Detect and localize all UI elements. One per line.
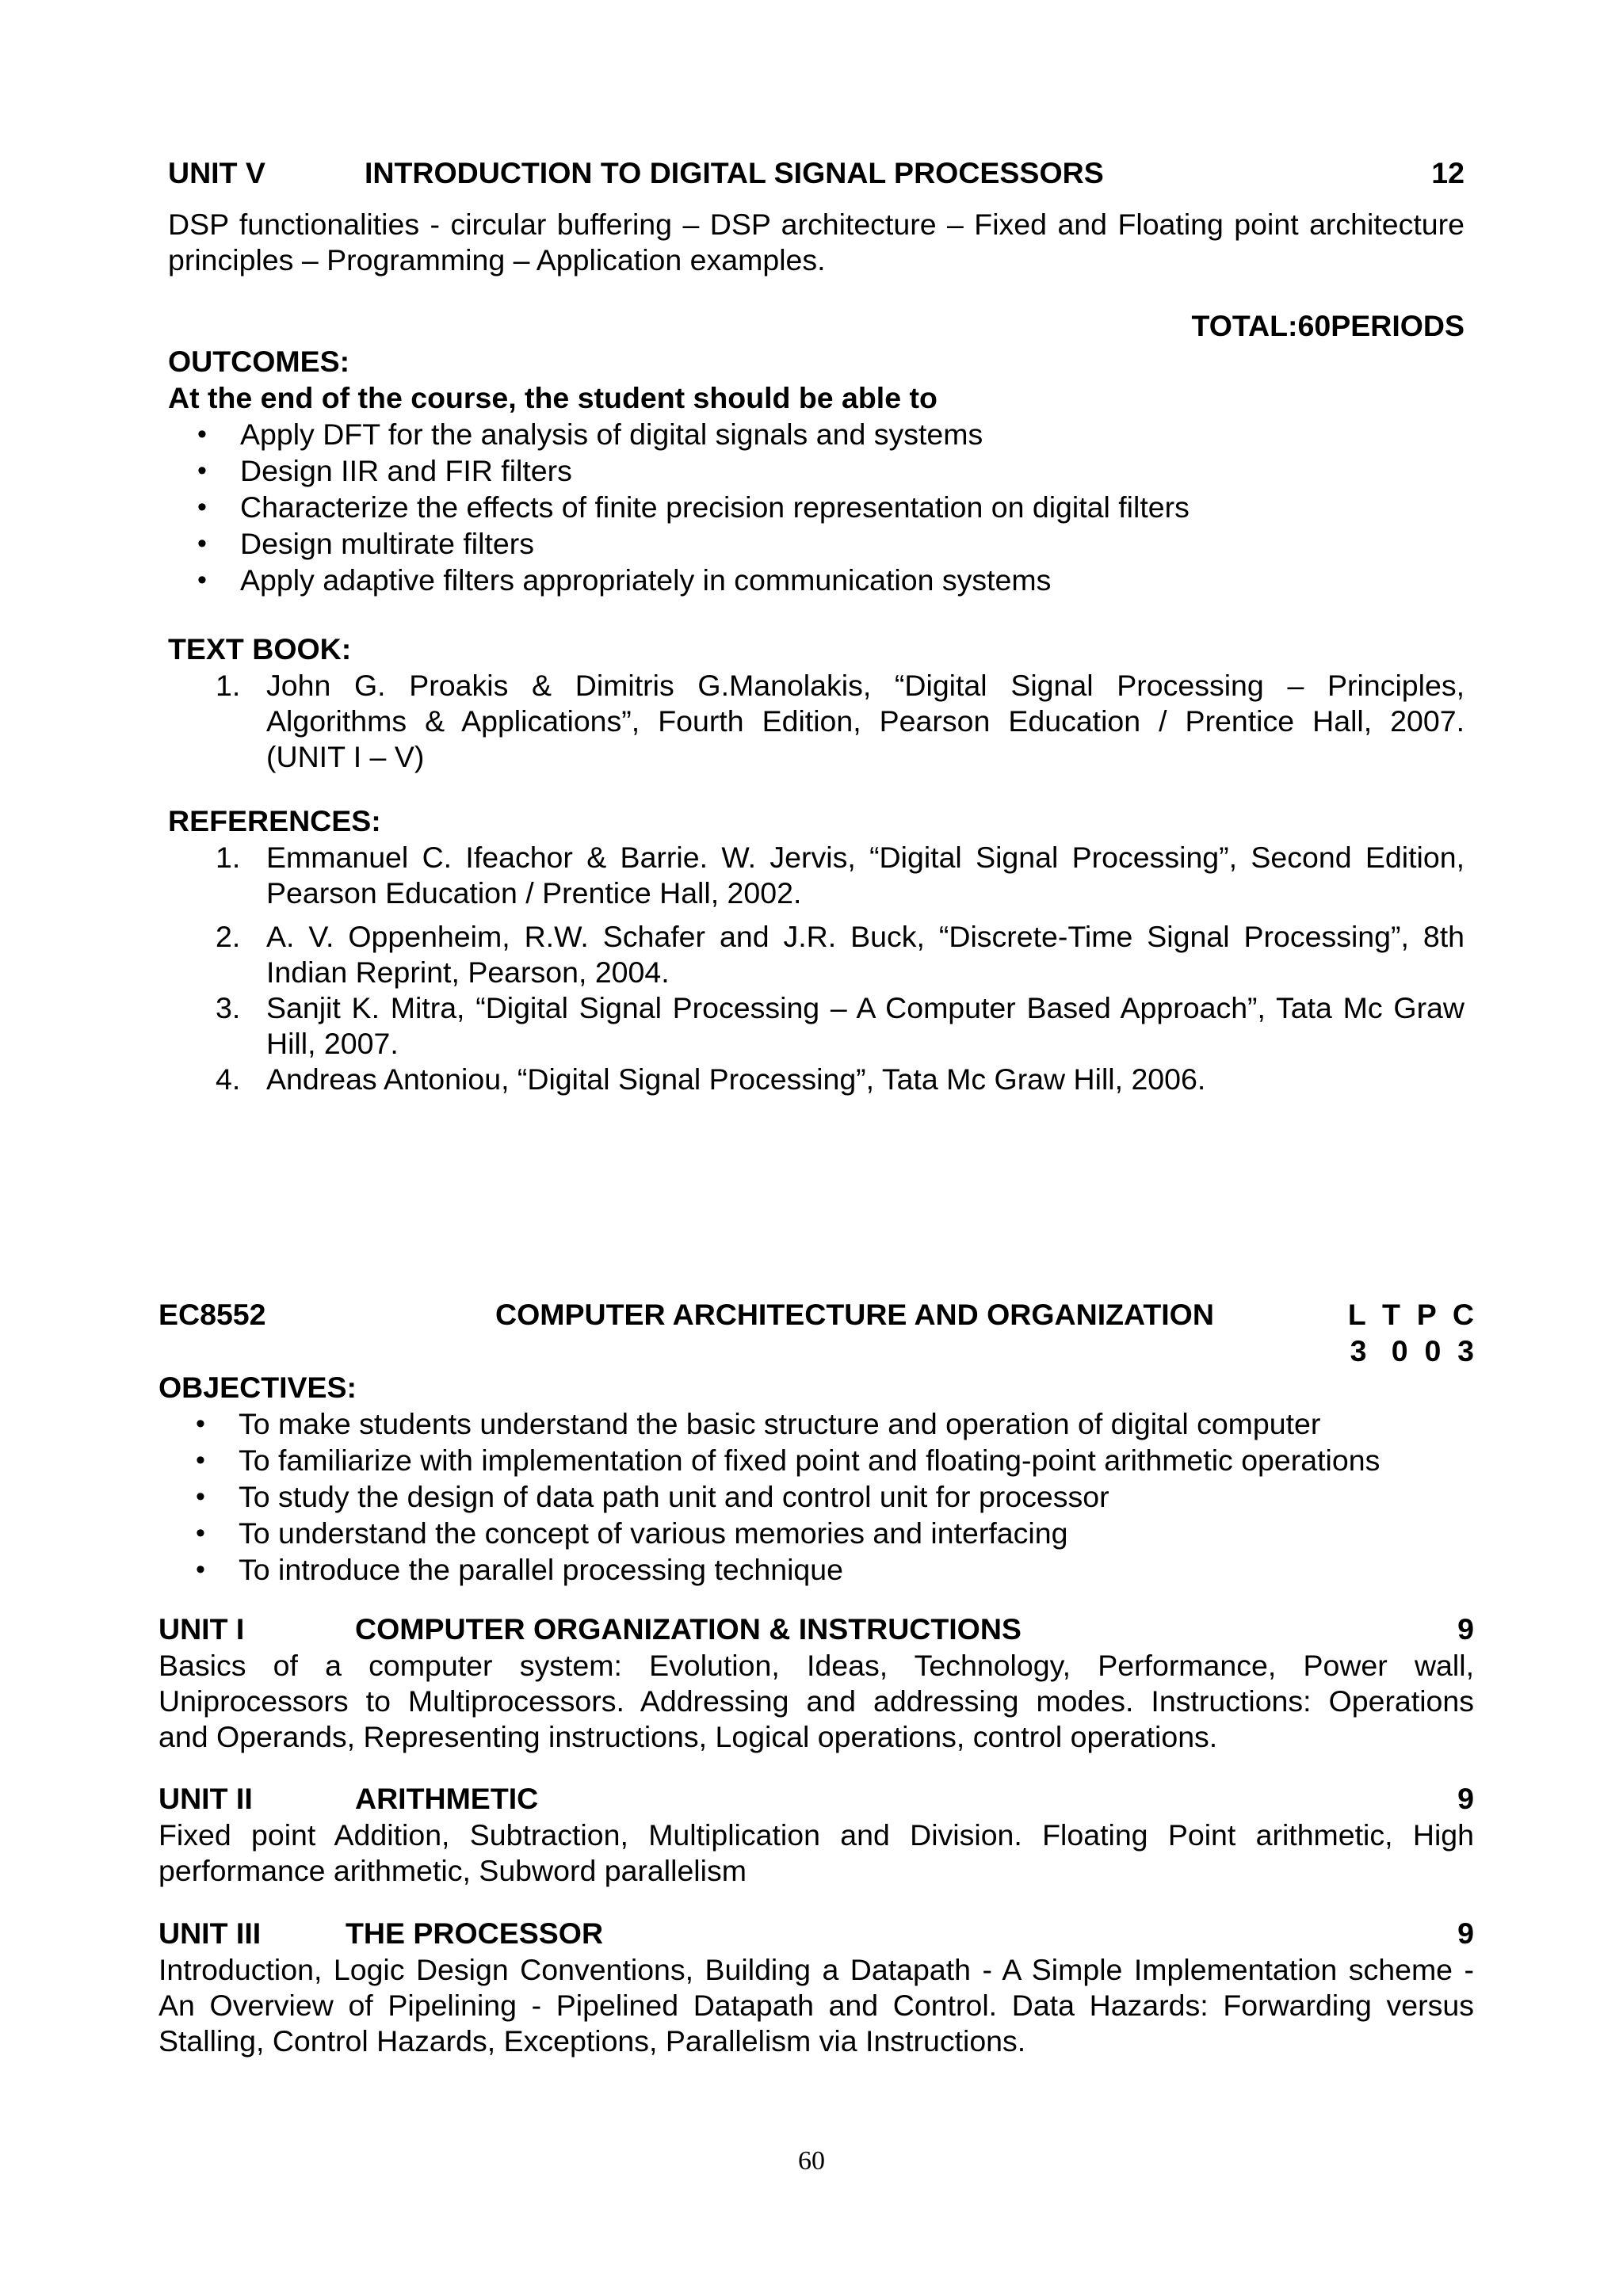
outcomes-heading: OUTCOMES: <box>168 345 350 378</box>
course-title: COMPUTER ARCHITECTURE AND ORGANIZATION <box>495 1298 1214 1331</box>
text-line: Pearson Education / Prentice Hall, 2002. <box>266 876 802 910</box>
item-number: 1. <box>216 841 241 874</box>
unit-label: UNIT I <box>158 1612 245 1646</box>
text-line: Introduction, Logic Design Conventions, Building a Datapath - A Simple Implementation scheme - <box>158 1953 1474 1986</box>
list-item: • Apply DFT for the analysis of digital signals and systems <box>168 417 1465 453</box>
list-item: • Characterize the effects of finite precision representation on digital filters <box>168 490 1465 526</box>
text-line: Hill, 2007. <box>266 1027 399 1060</box>
text-line: Indian Reprint, Pearson, 2004. <box>266 955 670 989</box>
list-item <box>168 668 1465 775</box>
text-line: Emmanuel C. Ifeachor & Barrie. W. Jervis, “Digital Signal Processing”, Second Edition, <box>266 841 1465 874</box>
text-line: Sanjit K. Mitra, “Digital Signal Processing – A Computer Based Approach”, Tata Mc Graw <box>266 991 1465 1024</box>
page-number: 60 <box>798 2146 825 2176</box>
unit-title: THE PROCESSOR <box>346 1917 604 1950</box>
unit-title: COMPUTER ORGANIZATION & INSTRUCTIONS <box>355 1612 1022 1646</box>
item-number: 1. <box>216 669 241 702</box>
unit-iii-header <box>158 1916 1474 1952</box>
unit-label: UNIT II <box>158 1782 253 1815</box>
text-line: A. V. Oppenheim, R.W. Schafer and J.R. Buck, “Discrete-Time Signal Processing”, 8th <box>266 920 1465 953</box>
references-list <box>168 840 1465 1097</box>
item-number: 2. <box>216 920 241 953</box>
list-item: • Design multirate filters <box>168 526 1465 563</box>
ltpc-labels: L T P C <box>1347 1298 1474 1331</box>
outcomes-list <box>168 417 1465 599</box>
text-line: An Overview of Pipelining - Pipelined Datapath and Control. Data Hazards: Forwarding versus <box>158 1989 1474 2022</box>
text-line: Fixed point Addition, Subtraction, Multiplication and Division. Floating Point arithmetic, High <box>158 1818 1474 1852</box>
item-number: 3. <box>216 991 241 1024</box>
total-periods: TOTAL:60PERIODS <box>1191 309 1465 342</box>
objectives-heading: OBJECTIVES: <box>158 1371 357 1404</box>
list-item: • To understand the concept of various memories and interfacing <box>166 1516 1474 1552</box>
unit-ii-header <box>158 1781 1474 1817</box>
unit-label: UNIT V <box>168 156 265 189</box>
ltpc-values: 3 0 0 3 <box>1350 1334 1474 1367</box>
unit-hours: 9 <box>1457 1612 1474 1646</box>
list-item: • To familiarize with implementation of fixed point and floating-point arithmetic operations <box>166 1443 1474 1479</box>
text-book-heading: TEXT BOOK: <box>168 632 352 666</box>
text-line: John G. Proakis & Dimitris G.Manolakis, “Digital Signal Processing – Principles, <box>266 669 1465 702</box>
unit-v-header <box>168 155 1465 192</box>
course-header <box>158 1297 1474 1370</box>
unit-title: ARITHMETIC <box>355 1782 539 1815</box>
list-item <box>168 990 1465 1062</box>
list-item: • Design IIR and FIR filters <box>168 453 1465 490</box>
outcomes-intro: At the end of the course, the student should be able to <box>168 381 938 414</box>
unit-hours: 9 <box>1457 1917 1474 1950</box>
unit-iii-description <box>158 1952 1474 2059</box>
unit-v-description <box>168 207 1465 278</box>
list-item <box>168 840 1465 911</box>
unit-i-description <box>158 1648 1474 1755</box>
item-number: 4. <box>216 1062 241 1096</box>
text-line: performance arithmetic, Subword parallelism <box>158 1854 747 1887</box>
text-line: DSP functionalities - circular buffering – DSP architecture – Fixed and Floating point architecture <box>168 208 1465 241</box>
references-heading: REFERENCES: <box>168 804 381 837</box>
list-item: • Apply adaptive filters appropriately in communication systems <box>168 563 1465 599</box>
text-line: Andreas Antoniou, “Digital Signal Processing”, Tata Mc Graw Hill, 2006. <box>266 1062 1206 1096</box>
list-item <box>168 919 1465 990</box>
unit-hours: 12 <box>1431 156 1465 189</box>
list-item: • To make students understand the basic structure and operation of digital computer <box>166 1406 1474 1443</box>
list-item: • To introduce the parallel processing technique <box>166 1552 1474 1589</box>
course-code: EC8552 <box>158 1298 266 1331</box>
text-line: principles – Programming – Application examples. <box>168 243 826 277</box>
unit-title: INTRODUCTION TO DIGITAL SIGNAL PROCESSORS <box>365 156 1104 189</box>
text-line: Stalling, Control Hazards, Exceptions, Parallelism via Instructions. <box>158 2024 1026 2058</box>
objectives-list <box>166 1406 1474 1589</box>
text-line: (UNIT I – V) <box>266 740 425 773</box>
unit-ii-description <box>158 1817 1474 1889</box>
text-line: Basics of a computer system: Evolution, Ideas, Technology, Performance, Power wall, <box>158 1649 1474 1682</box>
text-book-list <box>168 668 1465 775</box>
text-line: Uniprocessors to Multiprocessors. Addressing and addressing modes. Instructions: Operations <box>158 1684 1474 1718</box>
unit-label: UNIT III <box>158 1917 262 1950</box>
text-line: Algorithms & Applications”, Fourth Edition, Pearson Education / Prentice Hall, 2007. <box>266 704 1465 738</box>
text-line: and Operands, Representing instructions, Logical operations, control operations. <box>158 1720 1218 1753</box>
unit-hours: 9 <box>1457 1782 1474 1815</box>
unit-i-header <box>158 1611 1474 1648</box>
list-item <box>168 1062 1465 1097</box>
list-item: • To study the design of data path unit and control unit for processor <box>166 1479 1474 1516</box>
